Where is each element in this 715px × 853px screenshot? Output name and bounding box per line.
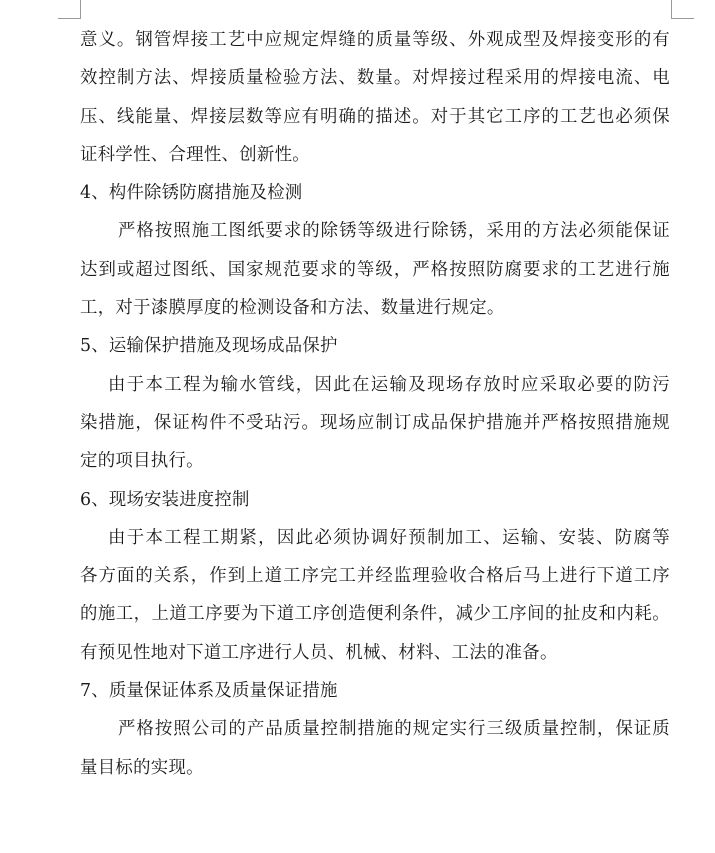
margin-corner-mark-left [58, 0, 81, 19]
paragraph-line: 染措施，保证构件不受玷污。现场应制订成品保护措施并严格按照措施规 [80, 412, 670, 433]
paragraph-line: 有预见性地对下道工序进行人员、机械、材料、工法的准备。 [80, 642, 558, 663]
paragraph-line: 严格按照施工图纸要求的除锈等级进行除锈，采用的方法必须能保证 [118, 221, 670, 242]
paragraph-line: 严格按照公司的产品质量控制措施的规定实行三级质量控制，保证质 [118, 719, 670, 740]
document-body[interactable] [80, 21, 670, 787]
section-heading-6: 6、现场安装进度控制 [80, 489, 250, 510]
paragraph-line: 效控制方法、焊接质量检验方法、数量。对焊接过程采用的焊接电流、电 [80, 68, 670, 89]
margin-corner-mark-right [671, 0, 694, 19]
section-heading-7: 7、质量保证体系及质量保证措施 [80, 681, 338, 702]
paragraph-line: 定的项目执行。 [80, 451, 204, 472]
paragraph-line: 压、线能量、焊接层数等应有明确的描述。对于其它工序的工艺也必须保 [80, 106, 670, 127]
paragraph-line: 由于本工程为输水管线，因此在运输及现场存放时应采取必要的防污 [108, 374, 670, 395]
paragraph-line: 由于本工程工期紧，因此必须协调好预制加工、运输、安装、防腐等 [108, 527, 670, 548]
paragraph-line: 工，对于漆膜厚度的检测设备和方法、数量进行规定。 [80, 298, 505, 319]
section-heading-4: 4、构件除锈防腐措施及检测 [80, 183, 303, 204]
paragraph-line: 各方面的关系，作到上道工序完工并经监理验收合格后马上进行下道工序 [80, 566, 670, 587]
section-heading-5: 5、运输保护措施及现场成品保护 [80, 336, 338, 357]
paragraph-line: 的施工，上道工序要为下道工序创造便利条件，减少工序间的扯皮和内耗。 [80, 604, 670, 625]
paragraph-line: 达到或超过图纸、国家规范要求的等级，严格按照防腐要求的工艺进行施 [80, 259, 670, 280]
paragraph-line: 证科学性、合理性、创新性。 [80, 144, 310, 165]
paragraph-line: 意义。钢管焊接工艺中应规定焊缝的质量等级、外观成型及焊接变形的有 [80, 30, 670, 50]
paragraph-line: 量目标的实现。 [80, 757, 204, 778]
